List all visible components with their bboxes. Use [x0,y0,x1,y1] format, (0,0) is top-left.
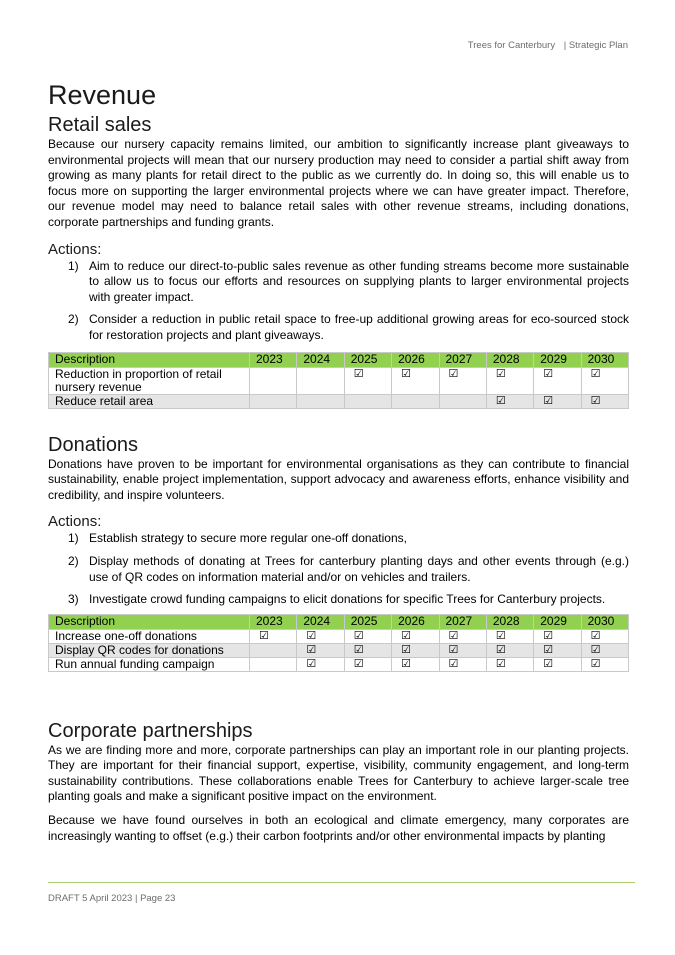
checkbox-cell: ☑ [534,657,581,671]
checkbox-cell: ☑ [439,657,486,671]
checkbox-cell: ☑ [392,367,439,394]
retail-table [48,352,629,409]
column-header: 2023 [250,352,297,367]
checkbox-cell: ☑ [344,367,391,394]
corporate-paragraph-1: As we are finding more and more, corporate partnerships can play an important role in our planting projects. They are important for their financial support, expertise, visibility, community engagement, and long-term sustainability contributions. These collaborations enable Trees for Canterbury to achieve larger-scale tree planting goals and make a significant positive impact on the environment. [48,742,629,804]
column-header: 2025 [344,352,391,367]
footer-page-number: Page 23 [140,893,176,904]
checkbox-cell: ☑ [392,657,439,671]
list-item: 1) Aim to reduce our direct-to-public sales revenue as other funding streams become more sustainable to allow us to focus our efforts and resources on supplying plants to larger environmental projects with greater impact. [68,258,629,304]
column-header: 2030 [581,614,628,629]
checkbox-cell: ☑ [439,643,486,657]
donations-section [48,434,629,672]
retail-heading: Retail sales [48,114,152,136]
table-header-row [49,614,629,629]
checkbox-cell: ☑ [344,643,391,657]
list-item: 1) Establish strategy to secure more regular one-off donations, [68,531,407,546]
checkbox-cell: ☑ [534,629,581,643]
page-content [48,80,629,844]
column-header: Description [49,352,250,367]
checkbox-cell: ☑ [534,643,581,657]
table-row [49,643,629,657]
donations-table [48,614,629,672]
retail-paragraph: Because our nursery capacity remains limited, our ambition to significantly increase plant giveaways to environmental projects will mean that our nursery production may need to consider a partial shift away from growing as many plants for retail direct to the public as we currently do. In doing so, this will enable us to focus more on supporting the larger environmental projects where we can have greater impact. Therefore, our revenue model may need to balance retail sales with other revenue streams, including donations, corporate partnerships and funding grants. [48,137,629,229]
donations-heading: Donations [48,433,139,456]
checkbox-cell: ☑ [486,643,533,657]
table-row [49,367,629,394]
column-header: 2024 [297,352,344,367]
checkbox-cell [344,394,391,408]
page-title: Revenue [48,80,157,110]
table-row [49,629,629,643]
checkbox-cell [439,394,486,408]
column-header: Description [49,614,250,629]
checkbox-cell: ☑ [581,657,628,671]
checkbox-cell: ☑ [534,394,581,408]
retail-section [48,114,629,409]
column-header: 2027 [439,614,486,629]
column-header: 2024 [297,614,344,629]
corporate-heading: Corporate partnerships [48,719,253,742]
row-description: Display QR codes for donations [49,643,250,657]
checkbox-cell: ☑ [534,367,581,394]
checkbox-cell: ☑ [439,629,486,643]
checkbox-cell [250,657,297,671]
page-header [468,40,628,51]
header-org: Trees for Canterbury [467,40,556,51]
checkbox-cell: ☑ [486,629,533,643]
checkbox-cell: ☑ [439,367,486,394]
table-header-row [49,352,629,367]
column-header: 2029 [534,614,581,629]
row-description: Reduce retail area [49,394,250,408]
table-row [49,394,629,408]
retail-actions-list [48,259,629,344]
checkbox-cell: ☑ [581,394,628,408]
corporate-paragraph-2: Because we have found ourselves in both an ecological and climate emergency, many corporates are increasingly wanting to offset (e.g.) their carbon footprints and/or other environmental impacts by planting [48,813,629,843]
column-header: 2026 [392,352,439,367]
checkbox-cell: ☑ [581,629,628,643]
row-description: Run annual funding campaign [49,657,250,671]
checkbox-cell [250,394,297,408]
checkbox-cell: ☑ [486,657,533,671]
checkbox-cell: ☑ [250,629,297,643]
checkbox-cell: ☑ [344,629,391,643]
row-description: Reduction in proportion of retail nursery revenue [49,367,250,394]
checkbox-cell [297,367,344,394]
page-footer [48,893,175,904]
column-header: 2025 [344,614,391,629]
checkbox-cell: ☑ [392,643,439,657]
table-row [49,657,629,671]
column-header: 2026 [392,614,439,629]
footer-divider [48,882,635,883]
row-description: Increase one-off donations [49,629,250,643]
header-doc: | Strategic Plan [563,40,628,51]
checkbox-cell [250,643,297,657]
checkbox-cell: ☑ [486,367,533,394]
donations-paragraph: Donations have proven to be important for environmental organisations as they can contribute to financial sustainability, enable project implementation, support advocacy and awareness efforts, enhance visibility and credibility, and inspire volunteers. [48,456,629,502]
corporate-section [48,720,629,845]
list-item: 2) Consider a reduction in public retail space to free-up additional growing areas for eco-sourced stock for restoration projects and plant giveaways. [68,312,629,342]
list-item: 2) Display methods of donating at Trees for canterbury planting days and other events through (e.g.) use of QR codes on information material and/or on vehicles and trailers. [68,553,629,584]
checkbox-cell: ☑ [344,657,391,671]
list-item: 3) Investigate crowd funding campaigns to elicit donations for specific Trees for Canterbury projects. [68,592,606,607]
checkbox-cell: ☑ [297,657,344,671]
footer-draft-date: DRAFT 5 April 2023 [48,893,133,904]
checkbox-cell [297,394,344,408]
donations-actions-heading: Actions: [48,513,102,531]
checkbox-cell: ☑ [581,367,628,394]
column-header: 2030 [581,352,628,367]
column-header: 2028 [486,352,533,367]
checkbox-cell: ☑ [392,629,439,643]
checkbox-cell: ☑ [297,643,344,657]
column-header: 2023 [250,614,297,629]
checkbox-cell: ☑ [297,629,344,643]
retail-actions-heading: Actions: [48,240,102,258]
checkbox-cell: ☑ [486,394,533,408]
column-header: 2029 [534,352,581,367]
checkbox-cell [392,394,439,408]
donations-actions-list [48,531,629,607]
checkbox-cell [250,367,297,394]
column-header: 2027 [439,352,486,367]
checkbox-cell: ☑ [581,643,628,657]
column-header: 2028 [486,614,533,629]
footer-separator: | [134,893,138,904]
